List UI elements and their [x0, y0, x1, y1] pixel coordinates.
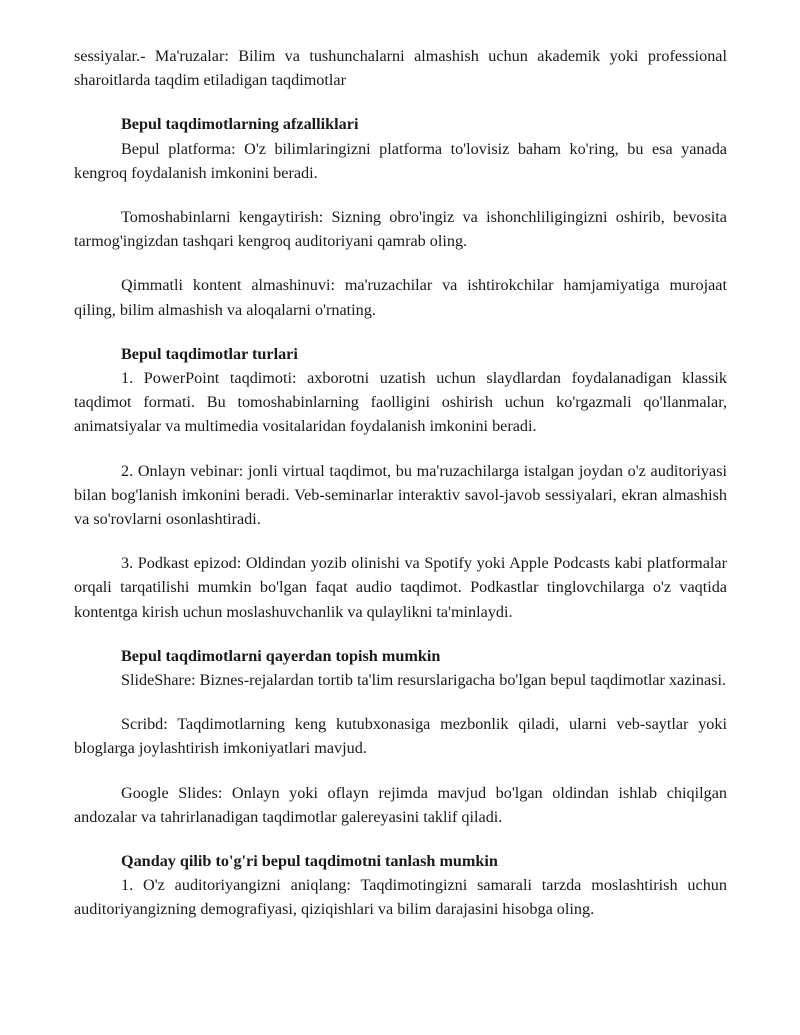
paragraph: Qimmatli kontent almashinuvi: ma'ruzachilar va ishtirokchilar hamjamiyatiga murojaat qiling, bilim almashish va aloqalarni o'rnating. [74, 276, 727, 319]
paragraph: 1. O'z auditoriyangizni aniqlang: Taqdimotingizni samarali tarzda moslashtirish uchun auditoriyangizning demografiyasi, qiziqishlari va bilim darajasini hisobga oling. [74, 876, 727, 919]
spacer [74, 439, 727, 459]
spacer [74, 531, 727, 551]
paragraph: SlideShare: Biznes-rejalardan tortib ta'lim resurslarigacha bo'lgan bepul taqdimotlar xazinasi. [121, 671, 727, 690]
section-heading-advantages: Bepul taqdimotlarning afzalliklari [121, 115, 359, 134]
spacer [74, 322, 727, 342]
spacer [74, 692, 727, 712]
spacer [74, 92, 727, 112]
section-heading-types: Bepul taqdimotlar turlari [121, 344, 298, 363]
paragraph: 1. PowerPoint taqdimoti: axborotni uzatish uchun slaydlardan foydalanadigan klassik taqdimot formati. Bu tomoshabinlarning faolligini oshirish uchun ko'rgazmali qo'llanmalar, animatsiyalar va multimedia vositalaridan foydalanish imkonini beradi. [74, 369, 727, 436]
paragraph: Bepul platforma: O'z bilimlaringizni platforma to'lovisiz baham ko'ring, bu esa yanada kengroq foydalanish imkonini beradi. [74, 139, 727, 182]
section-heading-how-to-choose: Qanday qilib to'g'ri bepul taqdimotni tanlash mumkin [121, 852, 498, 871]
spacer [74, 185, 727, 205]
paragraph: Tomoshabinlarni kengaytirish: Sizning obro'ingiz va ishonchliligingizni oshirib, bevosita tarmog'ingizdan tashqari kengroq auditoriyani qamrab oling. [74, 208, 727, 251]
spacer [74, 624, 727, 644]
paragraph: Scribd: Taqdimotlarning keng kutubxonasiga mezbonlik qiladi, ularni veb-saytlar yoki bloglarga joylashtirish imkoniyatlari mavjud. [74, 715, 727, 758]
spacer [74, 761, 727, 781]
paragraph: Google Slides: Onlayn yoki oflayn rejimda mavjud bo'lgan oldindan ishlab chiqilgan andozalar va tahrirlanadigan taqdimotlar galereyasini taklif qiladi. [74, 783, 727, 826]
document-page [74, 44, 727, 922]
section-heading-where-to-find: Bepul taqdimotlarni qayerdan topish mumkin [121, 646, 441, 665]
paragraph: 3. Podkast epizod: Oldindan yozib olinishi va Spotify yoki Apple Podcasts kabi platformalar orqali tarqatilishi mumkin bo'lgan faqat audio taqdimot. Podkastlar tinglovchilarga o'z vaqtida kontentga kirish uchun moslashuvchanlik va qulaylikni ta'minlaydi. [74, 554, 727, 621]
spacer [74, 253, 727, 273]
paragraph: 2. Onlayn vebinar: jonli virtual taqdimot, bu ma'ruzachilarga istalgan joydan o'z auditoriyasi bilan bog'lanish imkonini beradi. Veb-seminarlar interaktiv savol-javob sessiyalari, ekran almashish va so'rovlarni osonlashtiradi. [74, 461, 727, 529]
spacer [74, 829, 727, 849]
intro-paragraph: sessiyalar.- Ma'ruzalar: Bilim va tushunchalarni almashish uchun akademik yoki professional sharoitlarda taqdim etiladigan taqdimotlar [74, 47, 727, 90]
